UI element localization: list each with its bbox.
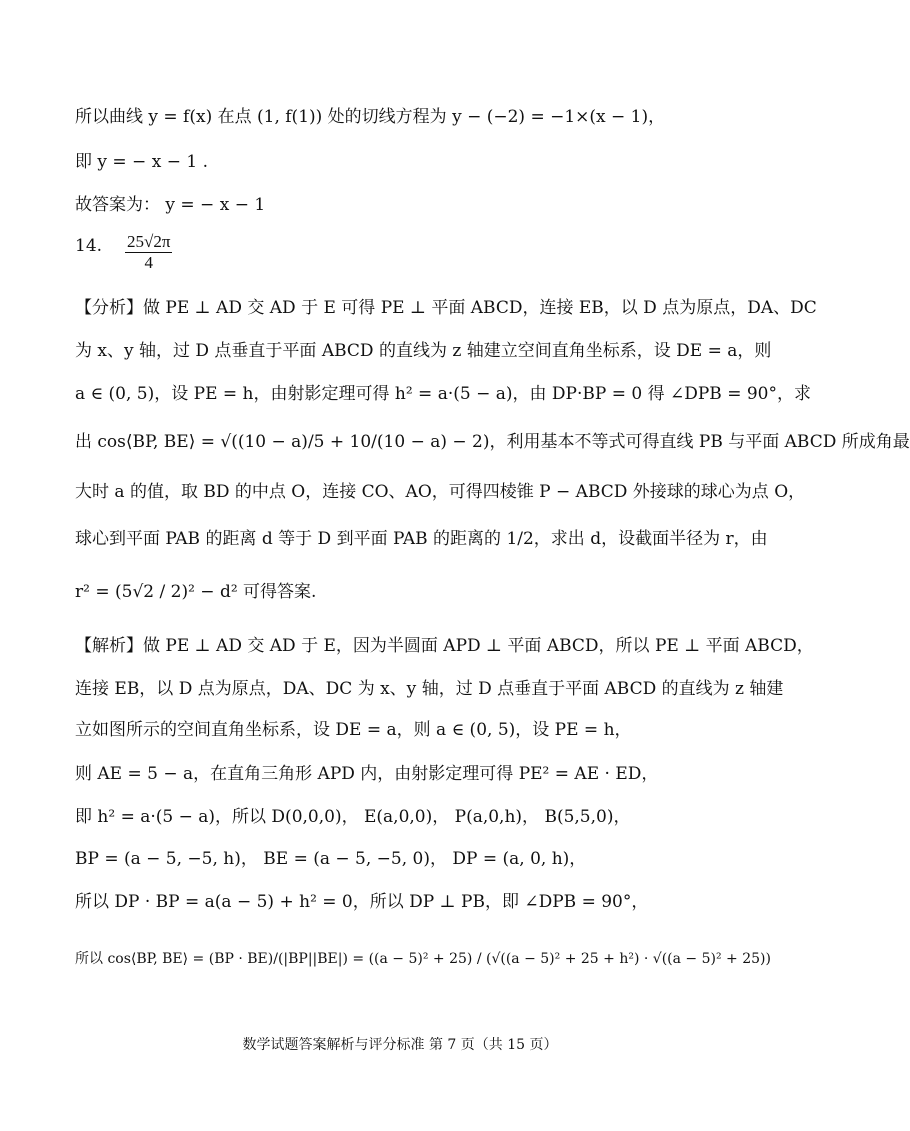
- solution-line-5: 即 h² = a·(5 − a)，所以 D(0,0,0)， E(a,0,0)， P(a,0,h)， B(5,5,0)，: [75, 807, 631, 827]
- analysis-line-7: r² = (5√2 / 2)² − d² 可得答案.: [75, 582, 317, 602]
- problem-14-answer: [122, 232, 175, 273]
- analysis-line-2: 为 x、y 轴，过 D 点垂直于平面 ABCD 的直线为 z 轴建立空间直角坐标系，设 DE = a，则: [75, 341, 772, 361]
- solution-line-1: 【解析】做 PE ⊥ AD 交 AD 于 E，因为半圆面 APD ⊥ 平面 ABCD，所以 PE ⊥ 平面 ABCD，: [75, 636, 814, 656]
- solution-line-4: 则 AE = 5 − a，在直角三角形 APD 内，由射影定理可得 PE² = AE · ED，: [75, 764, 659, 784]
- analysis-line-3: a ∈ (0, 5)，设 PE = h，由射影定理可得 h² = a·(5 − a)，由 DP·BP = 0 得 ∠DPB = 90°，求: [75, 384, 811, 404]
- solution-line-3: 立如图所示的空间直角坐标系，设 DE = a，则 a ∈ (0, 5)，设 PE = h，: [75, 720, 632, 740]
- line-1: 所以曲线 y = f(x) 在点 (1, f(1)) 处的切线方程为 y − (−2) = −1×(x − 1)，: [75, 107, 666, 127]
- page-footer: 数学试题答案解析与评分标准 第 7 页（共 15 页）: [242, 1037, 558, 1053]
- answer-denominator: 4: [144, 253, 153, 272]
- solution-line-7: 所以 DP · BP = a(a − 5) + h² = 0，所以 DP ⊥ PB，即 ∠DPB = 90°，: [75, 892, 649, 912]
- line-2: 即 y = − x − 1 .: [75, 152, 208, 172]
- answer-fraction: [125, 232, 172, 273]
- analysis-line-6: 球心到平面 PAB 的距离 d 等于 D 到平面 PAB 的距离的 1/2，求出 d，设截面半径为 r，由: [75, 529, 768, 549]
- line-3: 故答案为： y = − x − 1: [75, 195, 266, 215]
- analysis-line-1: 【分析】做 PE ⊥ AD 交 AD 于 E 可得 PE ⊥ 平面 ABCD，连接 EB，以 D 点为原点，DA、DC: [75, 298, 817, 318]
- analysis-line-5: 大时 a 的值，取 BD 的中点 O，连接 CO、AO，可得四棱锥 P − ABCD 外接球的球心为点 O，: [75, 482, 806, 502]
- answer-numerator: 25√2π: [127, 232, 171, 251]
- solution-line-8: 所以 cos⟨BP, BE⟩ = (BP · BE)/(|BP||BE|) = ((a − 5)² + 25) / (√((a − 5)² + 25 + h²) · √((a − 5)² + 25)): [75, 951, 771, 967]
- solution-line-6: BP = (a − 5, −5, h)， BE = (a − 5, −5, 0)， DP = (a, 0, h)，: [75, 849, 587, 869]
- problem-14-number: 14.: [75, 236, 103, 256]
- solution-line-2: 连接 EB，以 D 点为原点，DA、DC 为 x、y 轴，过 D 点垂直于平面 ABCD 的直线为 z 轴建: [75, 679, 784, 699]
- analysis-line-4: 出 cos⟨BP, BE⟩ = √((10 − a)/5 + 10/(10 − a) − 2)，利用基本不等式可得直线 PB 与平面 ABCD 所成角最: [75, 432, 910, 452]
